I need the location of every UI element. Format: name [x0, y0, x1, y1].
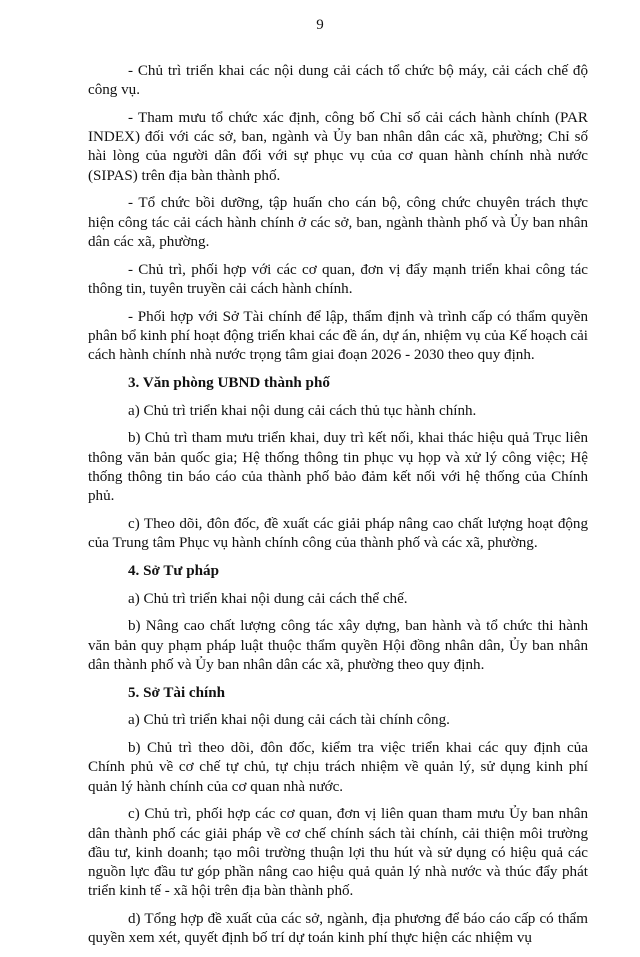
paragraph: - Chủ trì triển khai các nội dung cải cách tổ chức bộ máy, cải cách chế độ công vụ.	[88, 63, 588, 99]
paragraph: - Phối hợp với Sở Tài chính để lập, thẩm định và trình cấp có thẩm quyền phân bổ kinh phí hoạt động triển khai các đề án, dự án, nhiệm vụ của Kế hoạch cải cách hành chính nhà nước trọng tâm giai đoạn 2026 - 2030 theo quy định.	[88, 308, 588, 364]
paragraph: b) Nâng cao chất lượng công tác xây dựng, ban hành và tổ chức thi hành văn bản quy phạm pháp luật thuộc thẩm quyền Hội đồng nhân dân, Ủy ban nhân dân thành phố và Ủy ban nhân dân các xã, phường theo quy định.	[88, 618, 588, 673]
section-heading: 4. Sở Tư pháp	[128, 562, 219, 579]
paragraph: b) Chủ trì theo dõi, đôn đốc, kiểm tra việc triển khai các quy định của Chính phủ về cơ chế tự chủ, tự chịu trách nhiệm về quản lý, sử dụng kinh phí quản lý hành chính của cơ quan nhà nước.	[88, 740, 588, 795]
paragraph: d) Tổng hợp đề xuất của các sở, ngành, địa phương để báo cáo cấp có thẩm quyền xem xét, quyết định bố trí dự toán kinh phí thực hiện các nhiệm vụ	[88, 911, 588, 947]
paragraph: - Chủ trì, phối hợp với các cơ quan, đơn vị đẩy mạnh triển khai công tác thông tin, tuyên truyền cải cách hành chính.	[88, 261, 588, 297]
paragraph: a) Chủ trì triển khai nội dung cải cách thể chế.	[128, 590, 408, 607]
paragraph: c) Theo dõi, đôn đốc, đề xuất các giải pháp nâng cao chất lượng hoạt động của Trung tâm Phục vụ hành chính công của thành phố và các xã, phường.	[88, 515, 588, 552]
paragraph: b) Chủ trì tham mưu triển khai, duy trì kết nối, khai thác hiệu quả Trục liên thông văn bản quốc gia; Hệ thống thông tin phục vụ họp và xử lý công việc; Hệ thống thông tin báo cáo của thành phố bảo đảm kết nối với hệ thống của Chính phủ.	[88, 430, 588, 505]
paragraph: - Tham mưu tổ chức xác định, công bố Chỉ số cải cách hành chính (PAR INDEX) đối với các sở, ban, ngành và Ủy ban nhân dân các xã, phường; Chỉ số hài lòng của người dân đối với sự phục vụ của cơ quan hành chính nhà nước (SIPAS) trên địa bàn thành phố.	[88, 110, 588, 184]
body-text	[88, 62, 588, 957]
paragraph: - Tổ chức bồi dưỡng, tập huấn cho cán bộ, công chức chuyên trách thực hiện công tác cải cách hành chính ở các sở, ban, ngành thành phố và Ủy ban nhân dân các xã, phường.	[88, 195, 588, 250]
page-number: 9	[316, 17, 324, 33]
paragraph: a) Chủ trì triển khai nội dung cải cách thủ tục hành chính.	[128, 402, 477, 419]
paragraph: c) Chủ trì, phối hợp các cơ quan, đơn vị liên quan tham mưu Ủy ban nhân dân thành phố các giải pháp về cơ chế chính sách tài chính, cải thiện môi trường đầu tư, kinh doanh; tạo môi trường thuận lợi thu hút và sử dụng có hiệu quả các nguồn lực đầu tư góp phần nâng cao hiệu quả quản lý nhà nước và thúc đẩy phát triển kinh tế - xã hội trên địa bàn thành phố.	[88, 806, 588, 900]
section-heading: 3. Văn phòng UBND thành phố	[128, 374, 330, 391]
paragraph: a) Chủ trì triển khai nội dung cải cách tài chính công.	[128, 712, 450, 729]
section-heading: 5. Sở Tài chính	[128, 684, 226, 701]
